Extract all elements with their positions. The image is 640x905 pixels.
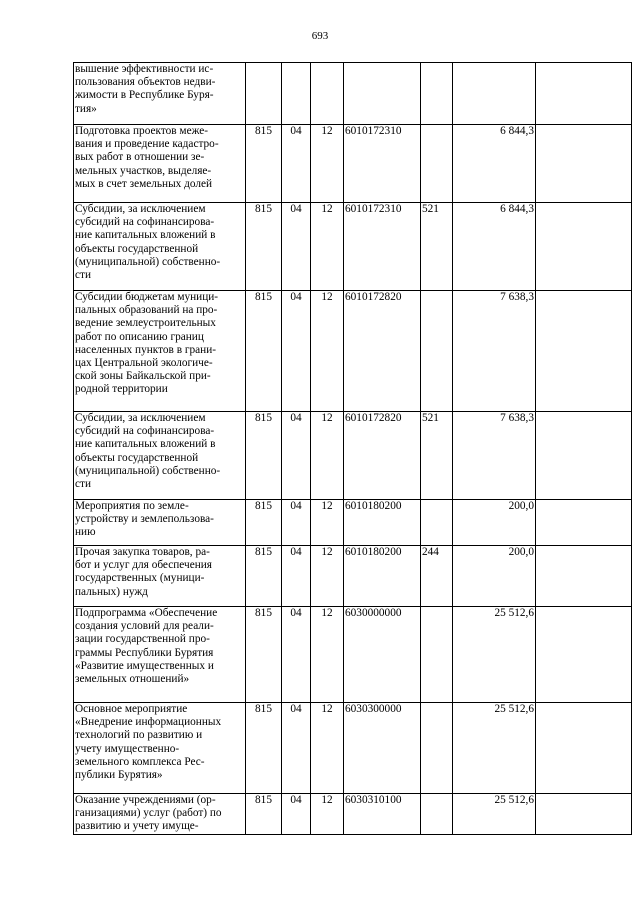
target-article-code: 6010172820 bbox=[344, 291, 421, 412]
expense-type-code bbox=[421, 500, 453, 546]
row-name-line: объекты государственной bbox=[75, 451, 199, 464]
row-name-line: технологий по развитию и bbox=[75, 729, 203, 742]
row-name-line: объекты государственной bbox=[75, 242, 199, 255]
row-name bbox=[74, 291, 246, 412]
row-name-line: вышение эффективности ис- bbox=[75, 63, 214, 75]
row-name-line: публики Бурятия» bbox=[75, 769, 163, 782]
row-name-line: «Внедрение информационных bbox=[75, 716, 222, 729]
row-name-line: жимости в Республике Буря- bbox=[75, 89, 214, 102]
row-name-line: пользования объектов недви- bbox=[75, 76, 216, 89]
section-code: 04 bbox=[282, 500, 311, 546]
row-name-line: Основное мероприятие bbox=[75, 703, 188, 715]
row-name-line: Субсидии, за исключением bbox=[75, 203, 206, 215]
row-name-line: нию bbox=[75, 526, 96, 539]
row-name-line: мельных участков, выделяе- bbox=[75, 164, 212, 177]
table-row bbox=[74, 794, 632, 835]
empty-cell bbox=[536, 607, 632, 703]
row-name bbox=[74, 546, 246, 607]
empty-cell bbox=[536, 63, 632, 125]
row-name bbox=[74, 203, 246, 291]
section-code: 04 bbox=[282, 794, 311, 835]
subsection-code: 12 bbox=[311, 291, 344, 412]
row-name-line: родной территории bbox=[75, 383, 168, 396]
subsection-code bbox=[311, 63, 344, 125]
target-article-code bbox=[344, 63, 421, 125]
section-code: 04 bbox=[282, 703, 311, 794]
row-name bbox=[74, 607, 246, 703]
empty-cell bbox=[536, 703, 632, 794]
expense-type-code bbox=[421, 607, 453, 703]
amount-value: 7 638,3 bbox=[453, 291, 536, 412]
table-row bbox=[74, 125, 632, 203]
ministry-code: 815 bbox=[246, 500, 282, 546]
row-name-line: земельных отношений» bbox=[75, 673, 190, 686]
target-article-code: 6010172310 bbox=[344, 203, 421, 291]
row-name-line: учету имущественно- bbox=[75, 742, 180, 755]
target-article-code: 6010180200 bbox=[344, 546, 421, 607]
page-number: 693 bbox=[311, 30, 329, 42]
target-article-code: 6010180200 bbox=[344, 500, 421, 546]
table-row bbox=[74, 291, 632, 412]
row-name-line: ганизациями) услуг (работ) по bbox=[75, 807, 222, 820]
ministry-code: 815 bbox=[246, 794, 282, 835]
row-name-line: сти bbox=[75, 269, 91, 282]
expense-type-code: 521 bbox=[421, 412, 453, 500]
section-code: 04 bbox=[282, 203, 311, 291]
target-article-code: 6030310100 bbox=[344, 794, 421, 835]
ministry-code: 815 bbox=[246, 546, 282, 607]
row-name bbox=[74, 794, 246, 835]
row-name-line: развитию и учету имуще- bbox=[75, 820, 199, 833]
table-row bbox=[74, 412, 632, 500]
ministry-code bbox=[246, 63, 282, 125]
row-name bbox=[74, 500, 246, 546]
row-name-line: «Развитие имущественных и bbox=[75, 659, 214, 672]
table-row bbox=[74, 203, 632, 291]
row-name-line: Подпрограмма «Обеспечение bbox=[75, 607, 218, 619]
row-name-line: бот и услуг для обеспечения bbox=[75, 559, 213, 572]
subsection-code: 12 bbox=[311, 500, 344, 546]
row-name bbox=[74, 703, 246, 794]
row-name-line: Прочая закупка товаров, ра- bbox=[75, 546, 210, 558]
row-name bbox=[74, 412, 246, 500]
target-article-code: 6030300000 bbox=[344, 703, 421, 794]
ministry-code: 815 bbox=[246, 607, 282, 703]
expense-type-code: 244 bbox=[421, 546, 453, 607]
expense-type-code bbox=[421, 63, 453, 125]
subsection-code: 12 bbox=[311, 607, 344, 703]
row-name-line: пальных) нужд bbox=[75, 585, 148, 598]
target-article-code: 6010172310 bbox=[344, 125, 421, 203]
table-row bbox=[74, 703, 632, 794]
row-name bbox=[74, 125, 246, 203]
table-row bbox=[74, 546, 632, 607]
expense-type-code bbox=[421, 703, 453, 794]
expense-type-code bbox=[421, 125, 453, 203]
amount-value: 200,0 bbox=[453, 500, 536, 546]
row-name-line: (муниципальной) собственно- bbox=[75, 464, 221, 477]
row-name-line: пальных образований на про- bbox=[75, 304, 218, 317]
empty-cell bbox=[536, 794, 632, 835]
section-code: 04 bbox=[282, 125, 311, 203]
row-name-line: Оказание учреждениями (ор- bbox=[75, 794, 216, 806]
row-name-line: государственных (муници- bbox=[75, 572, 205, 585]
row-name-line: земельного комплекса Рес- bbox=[75, 755, 205, 768]
row-name-line: ние капитальных вложений в bbox=[75, 229, 216, 242]
row-name-line: граммы Республики Бурятия bbox=[75, 646, 214, 659]
table-row bbox=[74, 500, 632, 546]
empty-cell bbox=[536, 203, 632, 291]
target-article-code: 6010172820 bbox=[344, 412, 421, 500]
amount-value: 200,0 bbox=[453, 546, 536, 607]
empty-cell bbox=[536, 412, 632, 500]
empty-cell bbox=[536, 291, 632, 412]
table-body bbox=[74, 63, 632, 835]
budget-table bbox=[73, 62, 632, 835]
subsection-code: 12 bbox=[311, 203, 344, 291]
amount-value: 25 512,6 bbox=[453, 607, 536, 703]
subsection-code: 12 bbox=[311, 794, 344, 835]
amount-value: 7 638,3 bbox=[453, 412, 536, 500]
row-name-line: сти bbox=[75, 478, 91, 491]
row-name-line: субсидий на софинансирова- bbox=[75, 216, 215, 229]
row-name-line: субсидий на софинансирова- bbox=[75, 425, 215, 438]
row-name-line: создания условий для реали- bbox=[75, 620, 214, 633]
row-name-line: ние капитальных вложений в bbox=[75, 438, 216, 451]
row-name-line: ской зоны Байкальской при- bbox=[75, 370, 211, 383]
row-name bbox=[74, 63, 246, 125]
row-name-line: тия» bbox=[75, 102, 97, 115]
section-code: 04 bbox=[282, 412, 311, 500]
subsection-code: 12 bbox=[311, 125, 344, 203]
empty-cell bbox=[536, 500, 632, 546]
row-name-line: Подготовка проектов меже- bbox=[75, 125, 209, 137]
section-code: 04 bbox=[282, 546, 311, 607]
row-name-line: населенных пунктов в грани- bbox=[75, 343, 217, 356]
row-name-line: цах Центральной экологиче- bbox=[75, 357, 213, 370]
row-name-line: устройству и землепользова- bbox=[75, 513, 214, 526]
amount-value: 25 512,6 bbox=[453, 703, 536, 794]
empty-cell bbox=[536, 546, 632, 607]
empty-cell bbox=[536, 125, 632, 203]
ministry-code: 815 bbox=[246, 703, 282, 794]
amount-value bbox=[453, 63, 536, 125]
table-row bbox=[74, 607, 632, 703]
ministry-code: 815 bbox=[246, 125, 282, 203]
row-name-line: Субсидии, за исключением bbox=[75, 412, 206, 424]
amount-value: 25 512,6 bbox=[453, 794, 536, 835]
amount-value: 6 844,3 bbox=[453, 125, 536, 203]
row-name-line: вания и проведение кадастро- bbox=[75, 138, 219, 151]
row-name-line: вых работ в отношении зе- bbox=[75, 151, 205, 164]
section-code: 04 bbox=[282, 607, 311, 703]
row-name-line: Субсидии бюджетам муници- bbox=[75, 291, 219, 303]
expense-type-code bbox=[421, 794, 453, 835]
ministry-code: 815 bbox=[246, 203, 282, 291]
table-row bbox=[74, 63, 632, 125]
row-name-line: ведение землеустроительных bbox=[75, 317, 216, 330]
expense-type-code: 521 bbox=[421, 203, 453, 291]
row-name-line: Мероприятия по земле- bbox=[75, 500, 189, 512]
section-code bbox=[282, 63, 311, 125]
row-name-line: мых в счет земельных долей bbox=[75, 177, 213, 190]
subsection-code: 12 bbox=[311, 703, 344, 794]
row-name-line: (муниципальной) собственно- bbox=[75, 255, 221, 268]
ministry-code: 815 bbox=[246, 412, 282, 500]
subsection-code: 12 bbox=[311, 546, 344, 607]
expense-type-code bbox=[421, 291, 453, 412]
section-code: 04 bbox=[282, 291, 311, 412]
amount-value: 6 844,3 bbox=[453, 203, 536, 291]
ministry-code: 815 bbox=[246, 291, 282, 412]
target-article-code: 6030000000 bbox=[344, 607, 421, 703]
row-name-line: работ по описанию границ bbox=[75, 330, 204, 343]
subsection-code: 12 bbox=[311, 412, 344, 500]
row-name-line: зации государственной про- bbox=[75, 633, 210, 646]
